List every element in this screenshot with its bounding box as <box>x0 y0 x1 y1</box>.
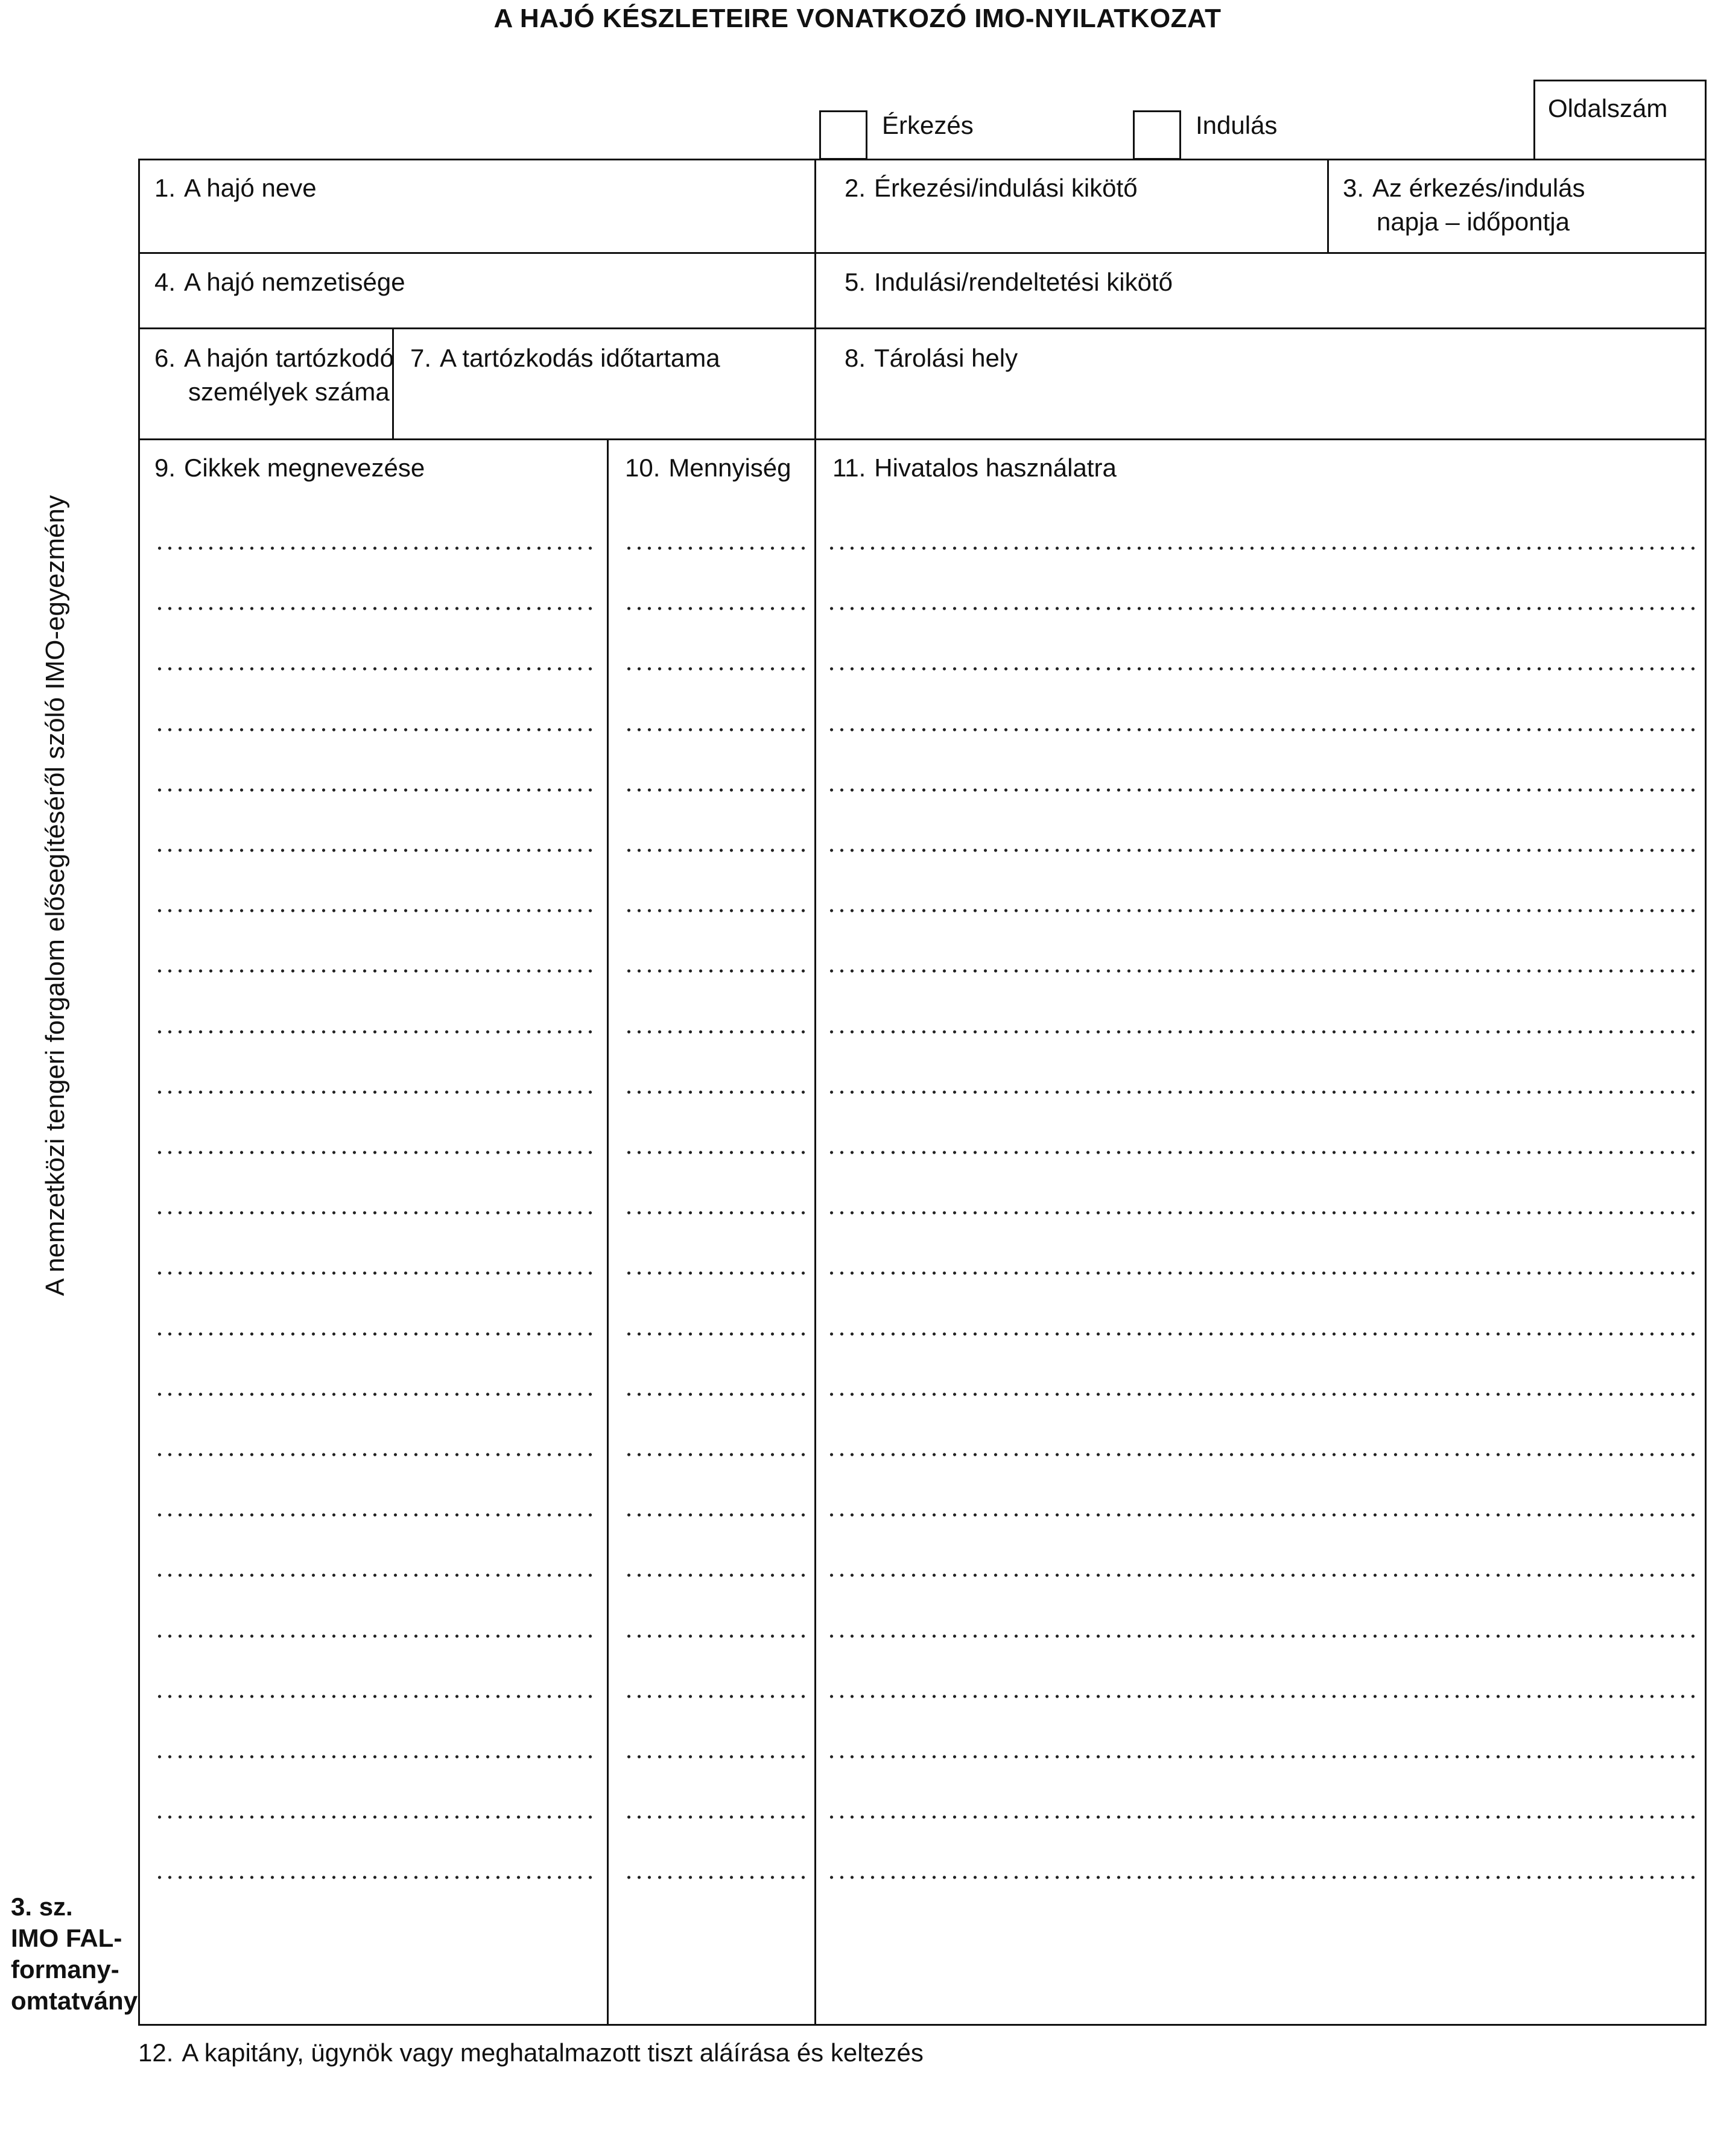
article-line[interactable] <box>154 788 599 792</box>
quantity-line[interactable] <box>624 1513 806 1517</box>
form-id-line: omtatvány <box>11 1987 138 2015</box>
official-use-line[interactable] <box>826 1815 1700 1819</box>
official-use-line[interactable] <box>826 1030 1700 1034</box>
article-line[interactable] <box>154 1271 599 1275</box>
field-label: A kapitány, ügynök vagy meghatalmazott tiszt aláírása és keltezés <box>182 2038 924 2067</box>
official-use-line[interactable] <box>826 1876 1700 1879</box>
field-number: 4. <box>154 268 176 296</box>
official-use-line[interactable] <box>826 1151 1700 1154</box>
form-id-line: formany- <box>11 1955 119 1984</box>
article-line[interactable] <box>154 1332 599 1336</box>
article-line[interactable] <box>154 1090 599 1094</box>
official-use-line[interactable] <box>826 607 1700 610</box>
quantity-line[interactable] <box>624 1876 806 1879</box>
quantity-line[interactable] <box>624 1634 806 1638</box>
article-line[interactable] <box>154 1695 599 1698</box>
official-use-line[interactable] <box>826 909 1700 912</box>
official-use-line[interactable] <box>826 1271 1700 1275</box>
form-id-line: IMO FAL- <box>11 1924 122 1952</box>
departure-checkbox[interactable] <box>1133 110 1181 160</box>
official-use-line[interactable] <box>826 1211 1700 1215</box>
quantity-line[interactable] <box>624 728 806 732</box>
field-persons-on-board[interactable] <box>154 341 394 409</box>
field-label: A tartózkodás időtartama <box>440 344 720 372</box>
field-number: 6. <box>154 344 176 372</box>
quantity-line[interactable] <box>624 1815 806 1819</box>
field-number: 9. <box>154 454 176 482</box>
field-number: 10. <box>625 454 661 482</box>
field-number: 8. <box>845 344 866 372</box>
frame-top <box>138 159 1707 160</box>
official-use-line[interactable] <box>826 1513 1700 1517</box>
article-line[interactable] <box>154 1573 599 1577</box>
form-id-line: 3. sz. <box>11 1892 73 1921</box>
official-use-line[interactable] <box>826 969 1700 973</box>
column-header-official-use <box>832 451 1117 485</box>
quantity-line[interactable] <box>624 1755 806 1759</box>
article-line[interactable] <box>154 667 599 671</box>
field-label-cont: napja – időpontja <box>1377 207 1570 236</box>
field-number: 12. <box>138 2038 174 2067</box>
form-id <box>11 1891 138 2017</box>
field-label: Érkezési/indulási kikötő <box>874 174 1138 202</box>
article-line[interactable] <box>154 849 599 852</box>
field-period-of-stay[interactable] <box>410 341 720 375</box>
field-number: 1. <box>154 174 176 202</box>
field-number: 3. <box>1343 174 1365 202</box>
official-use-line[interactable] <box>826 1695 1700 1698</box>
article-line[interactable] <box>154 1453 599 1456</box>
official-use-line[interactable] <box>826 1634 1700 1638</box>
quantity-line[interactable] <box>624 849 806 852</box>
quantity-line[interactable] <box>624 788 806 792</box>
field-label: Mennyiség <box>668 454 791 482</box>
field-label: Cikkek megnevezése <box>184 454 425 482</box>
field-ship-name[interactable] <box>154 171 317 205</box>
official-use-line[interactable] <box>826 1755 1700 1759</box>
official-use-line[interactable] <box>826 1332 1700 1336</box>
official-use-line[interactable] <box>826 546 1700 550</box>
article-line[interactable] <box>154 1211 599 1215</box>
article-line[interactable] <box>154 1634 599 1638</box>
quantity-line[interactable] <box>624 1030 806 1034</box>
quantity-line[interactable] <box>624 1453 806 1456</box>
field-number: 5. <box>845 268 866 296</box>
official-use-line[interactable] <box>826 849 1700 852</box>
convention-side-text: A nemzetközi tengeri forgalom elősegítéséről szóló IMO-egyezmény <box>40 495 70 1296</box>
quantity-line[interactable] <box>624 1211 806 1215</box>
article-line[interactable] <box>154 1393 599 1396</box>
article-line[interactable] <box>154 1513 599 1517</box>
quantity-line[interactable] <box>624 1695 806 1698</box>
quantity-line[interactable] <box>624 667 806 671</box>
field-label-cont: személyek száma <box>188 378 390 406</box>
quantity-line[interactable] <box>624 607 806 610</box>
frame-bottom <box>138 2024 1707 2026</box>
quantity-line[interactable] <box>624 1393 806 1396</box>
field-place-of-storage[interactable] <box>845 341 1018 375</box>
official-use-line[interactable] <box>826 1453 1700 1456</box>
signature-label <box>138 2036 924 2070</box>
field-number: 2. <box>845 174 866 202</box>
article-line[interactable] <box>154 1876 599 1879</box>
official-use-line[interactable] <box>826 667 1700 671</box>
field-label: Az érkezés/indulás <box>1372 174 1585 202</box>
page-number-label: Oldalszám <box>1548 94 1668 122</box>
article-line[interactable] <box>154 1030 599 1034</box>
quantity-line[interactable] <box>624 546 806 550</box>
field-label: Tárolási hely <box>874 344 1018 372</box>
quantity-line[interactable] <box>624 1573 806 1577</box>
article-line[interactable] <box>154 607 599 610</box>
field-label: A hajó nemzetisége <box>184 268 405 296</box>
quantity-line[interactable] <box>624 909 806 912</box>
field-label: Indulási/rendeltetési kikötő <box>874 268 1173 296</box>
article-line[interactable] <box>154 546 599 550</box>
field-date-time[interactable] <box>1343 171 1585 239</box>
quantity-line[interactable] <box>624 1151 806 1154</box>
column-header-article <box>154 451 425 485</box>
form-title: A HAJÓ KÉSZLETEIRE VONATKOZÓ IMO-NYILATKOZAT <box>493 4 1222 33</box>
article-line[interactable] <box>154 1815 599 1819</box>
article-line[interactable] <box>154 969 599 973</box>
official-use-line[interactable] <box>826 728 1700 732</box>
field-label: A hajó neve <box>184 174 317 202</box>
field-last-next-port[interactable] <box>845 265 1173 299</box>
arrival-checkbox[interactable] <box>819 110 867 160</box>
article-line[interactable] <box>154 1755 599 1759</box>
field-port-arrival-departure[interactable] <box>845 171 1138 205</box>
quantity-line[interactable] <box>624 1090 806 1094</box>
official-use-line[interactable] <box>826 788 1700 792</box>
field-number: 7. <box>410 344 432 372</box>
field-label: Hivatalos használatra <box>874 454 1117 482</box>
field-flag-state[interactable] <box>154 265 405 299</box>
article-line[interactable] <box>154 909 599 912</box>
official-use-line[interactable] <box>826 1573 1700 1577</box>
field-label: A hajón tartózkodó <box>184 344 394 372</box>
field-number: 11. <box>832 454 866 482</box>
official-use-line[interactable] <box>826 1090 1700 1094</box>
arrival-label: Érkezés <box>882 111 974 139</box>
departure-label: Indulás <box>1196 111 1278 139</box>
official-use-line[interactable] <box>826 1393 1700 1396</box>
article-line[interactable] <box>154 1151 599 1154</box>
quantity-line[interactable] <box>624 1332 806 1336</box>
quantity-line[interactable] <box>624 1271 806 1275</box>
column-header-quantity <box>625 451 791 485</box>
article-line[interactable] <box>154 728 599 732</box>
quantity-line[interactable] <box>624 969 806 973</box>
